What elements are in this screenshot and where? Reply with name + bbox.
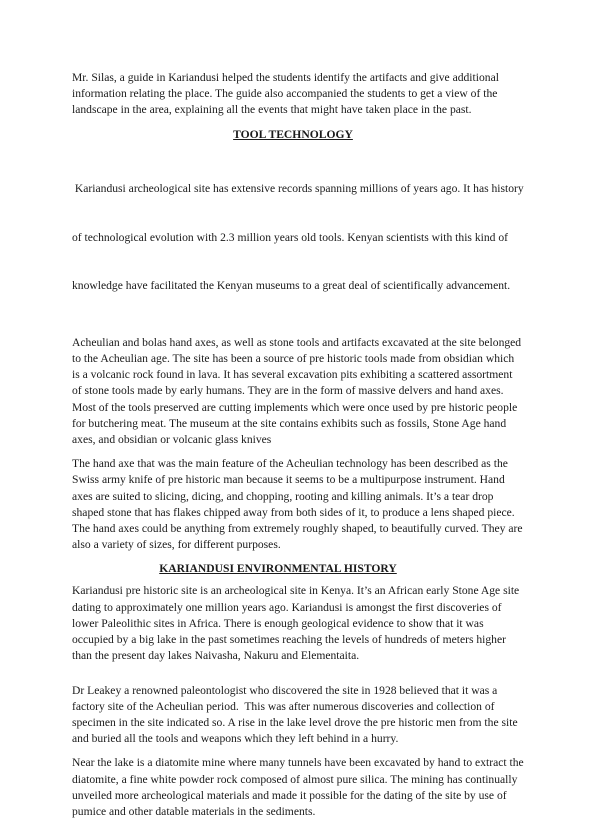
text-line: The hand axe that was the main feature of the Acheulian technology has been described as the [72,457,508,471]
text-line: Mr. Silas, a guide in Kariandusi helped the students identify the artifacts and give additional [72,71,499,84]
text-line: Swiss army knife of pre historic man because it seems to be a multipurpose instrument. Hand [72,473,505,487]
text-line: Kariandusi pre historic site is an archeological site in Kenya. It’s an African early Stone Age site [72,584,520,598]
text-line: Dr Leakey a renowned paleontologist who discovered the site in 1928 believed that it was a [72,683,498,697]
text-line: pumice and other datable materials in the sediments. [72,804,316,818]
text-line: axes, and obsidian or volcanic glass knives [72,433,272,447]
text-line: than the present day lakes Naivasha, Nakuru and Elementaita. [72,649,360,663]
text-line: axes are suited to slicing, dicing, and chopping, rooting and killing animals. It’s a tear drop [72,489,494,503]
paragraph [72,683,544,748]
text-line: unveiled more archeological materials and made it possible for the dating of the site by use of [72,788,507,802]
text-line: Acheulian and bolas hand axes, as well as stone tools and artifacts excavated at the site belonged [72,335,522,349]
text-line: knowledge have facilitated the Kenyan museums to a great deal of scientifically advancement. [72,279,511,293]
text-line: of technological evolution with 2.3 million years old tools. Kenyan scientists with this kind of [72,230,508,244]
text-line: factory site of the Acheulian period. This was after numerous discoveries and collection of [72,699,495,713]
text-line: is a volcanic rock found in lava. It has several excavation pits exhibiting a scattered assortment [72,368,513,382]
document-page [72,70,544,828]
text-line: dating to approximately one million years ago. Kariandusi is amongst the first discoveries of [72,600,502,614]
text-line: information relating the place. The guide also accompanied the students to get a view of the [72,87,498,101]
text-line: landscape in the area, explaining all the events that might have taken place in the past. [72,103,472,117]
text-line: of stone tools made by early humans. They are in the form of massive delvers and hand axes. [72,384,504,398]
text-line: Near the lake is a diatomite mine where many tunnels have been excavated by hand to extract the [72,756,524,770]
paragraph [72,335,544,448]
text-line: diatomite, a fine white powder rock composed of almost pure silica. The mining has continually [72,772,518,786]
text-line: to the Acheulian age. The site has been a source of pre historic tools made from obsidian which [72,352,515,366]
paragraph [72,149,544,327]
text-line: The hand axes could be anything from extremely roughly shaped, to beautifully curved. They are [72,522,523,536]
text-line: also a variety of sizes, for different purposes. [72,538,281,552]
blank-line [72,673,544,683]
intro-paragraph [72,70,544,119]
text-line: for butchering meat. The museum at the site contains exhibits such as fossils, Stone Age hand [72,416,507,430]
text-line: occupied by a big lake in the past sometimes reaching the levels of hundreds of meters higher [72,633,506,647]
paragraph [72,755,544,820]
section-heading-environmental-history: KARIANDUSI ENVIRONMENTAL HISTORY [159,562,397,576]
section-heading-tool-technology: TOOL TECHNOLOGY [233,127,353,141]
paragraph [72,456,544,553]
text-line: shaped stone that has flakes chipped away from both sides of it, to produce a lens shaped piece. [72,505,515,519]
paragraph [72,583,544,664]
text-line: lower Paleolithic sites in Africa. There is enough geological evidence to show that it was [72,616,484,630]
text-line: specimen in the site indicated so. A rise in the lake level drove the pre historic men from the site [72,715,518,729]
text-line: Kariandusi archeological site has extensive records spanning millions of years ago. It has history [72,182,524,196]
text-line: Most of the tools preserved are cutting implements which were once used by pre historic people [72,400,518,414]
text-line: and buried all the tools and weapons which they left behind in a hurry. [72,732,399,746]
